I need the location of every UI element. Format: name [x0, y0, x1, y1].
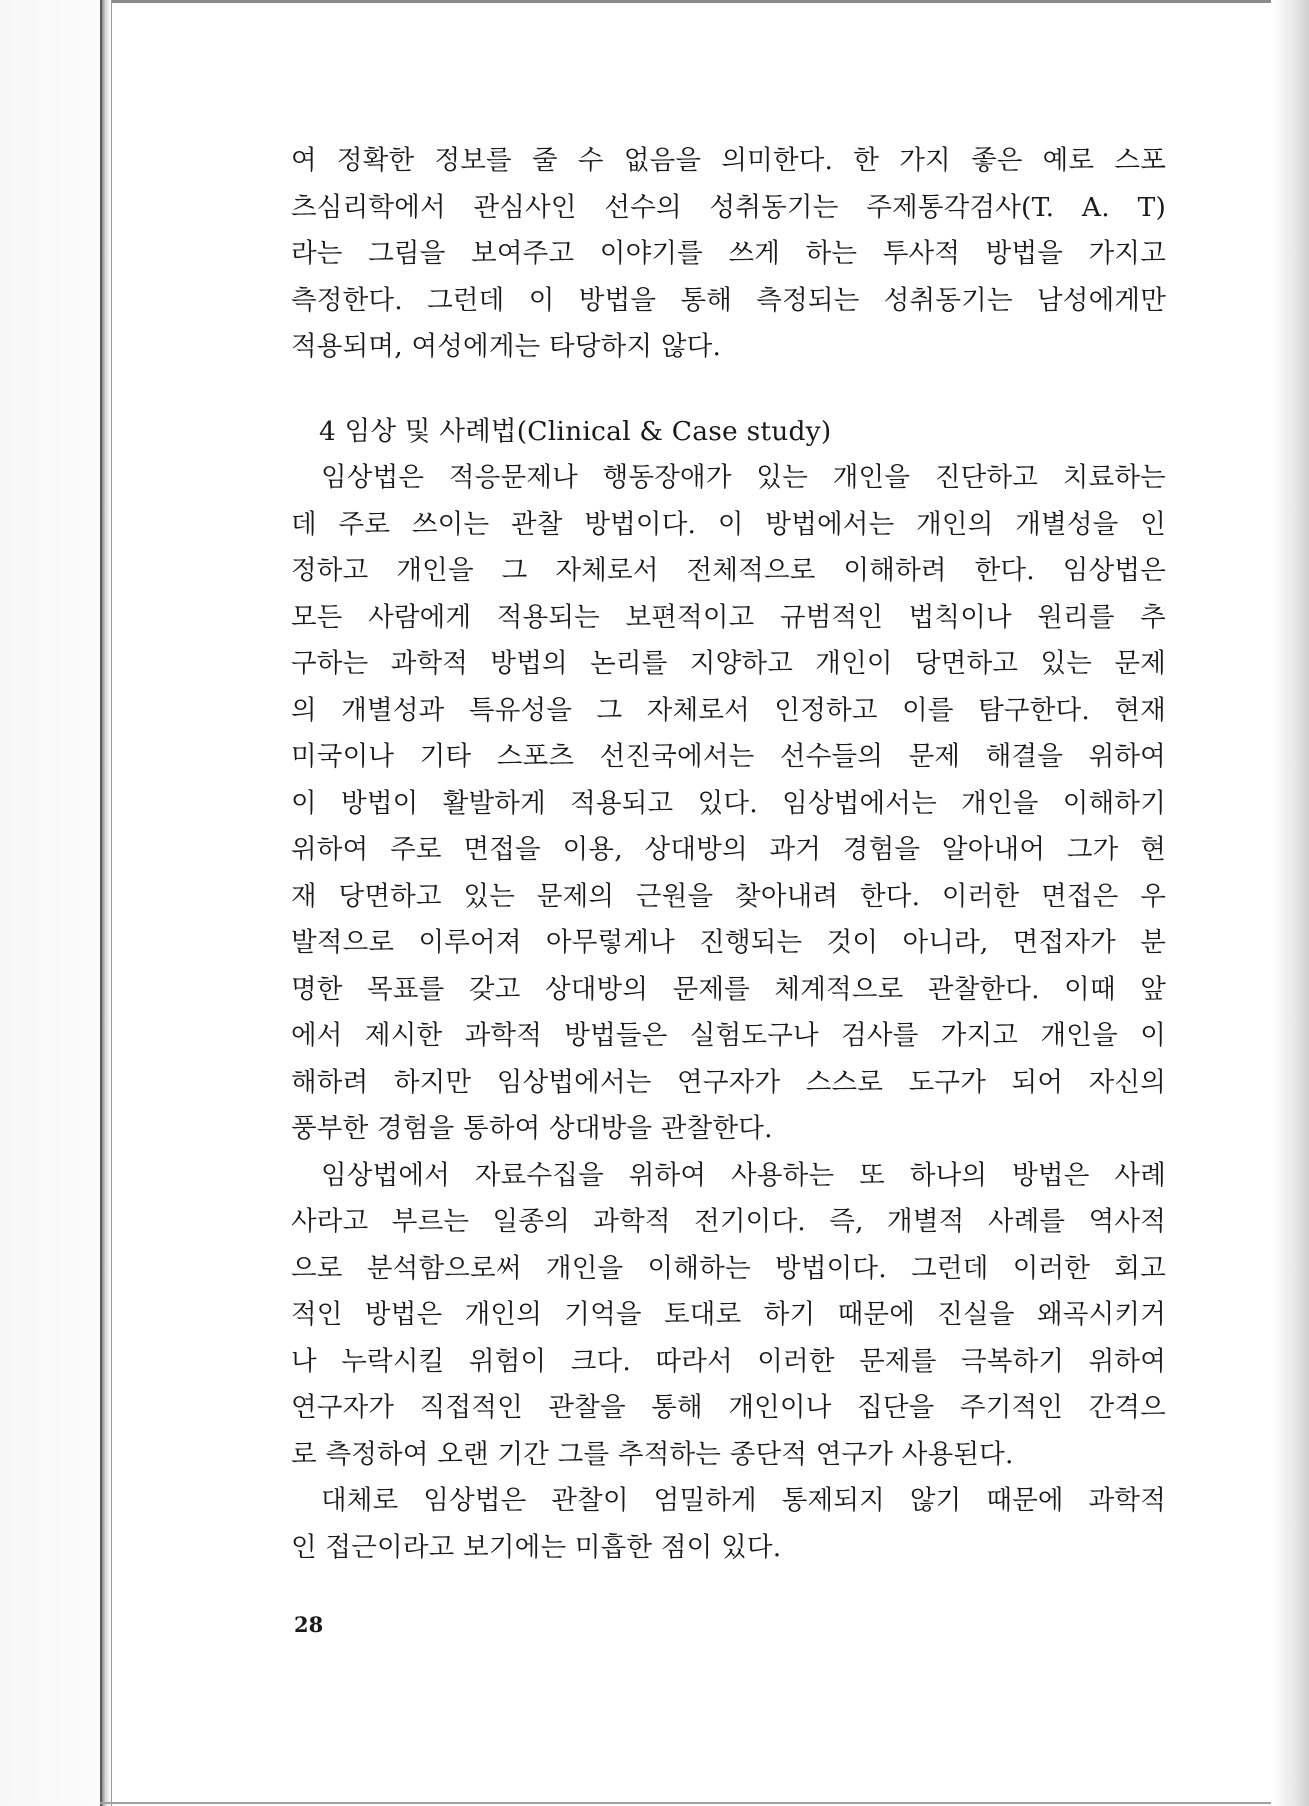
- text-line: 에서 제시한 과학적 방법들은 실험도구나 검사를 가지고 개인을 이: [291, 1020, 1166, 1051]
- text-line: 명한 목표를 갖고 상대방의 문제를 체계적으로 관찰한다. 이때 앞: [291, 973, 1166, 1005]
- text-line: 재 당면하고 있는 문제의 근원을 찾아내려 한다. 이러한 면접은 우: [291, 880, 1166, 912]
- paragraph-1: [291, 138, 1166, 371]
- section-heading: 4 임상 및 사례법(Clinical & Case study): [319, 415, 832, 447]
- paragraph-2: [291, 455, 1166, 1153]
- text-line: 로 측정하여 오랜 기간 그를 추적하는 종단적 연구가 사용된다.: [291, 1438, 1014, 1470]
- paragraph-4: [291, 1478, 1166, 1571]
- page-text: [291, 138, 1166, 1571]
- text-line: 나 누락시킬 위험이 크다. 따라서 이러한 문제를 극복하기 위하여: [291, 1345, 1166, 1377]
- text-line: 데 주로 쓰이는 관찰 방법이다. 이 방법에서는 개인의 개별성을 인: [291, 508, 1166, 540]
- text-line: 츠심리학에서 관심사인 선수의 성취동기는 주제통각검사(T. A. T): [291, 191, 1166, 223]
- text-line: 사라고 부르는 일종의 과학적 전기이다. 즉, 개별적 사례를 역사적: [291, 1206, 1166, 1237]
- text-line: 인 접근이라고 보기에는 미흡한 점이 있다.: [291, 1531, 782, 1563]
- text-line: 으로 분석함으로써 개인을 이해하는 방법이다. 그런데 이러한 회고: [291, 1252, 1166, 1284]
- text-line: 구하는 과학적 방법의 논리를 지양하고 개인이 당면하고 있는 문제: [291, 648, 1166, 679]
- text-line: 모든 사람에게 적용되는 보편적이고 규범적인 법칙이나 원리를 추: [291, 601, 1166, 633]
- paragraph-3: [291, 1153, 1166, 1479]
- page-bottom-edge: [100, 1802, 1309, 1804]
- text-line: 적용되며, 여성에게는 타당하지 않다.: [291, 331, 722, 362]
- text-line: 임상법은 적응문제나 행동장애가 있는 개인을 진단하고 치료하는: [321, 462, 1166, 493]
- text-line: 임상법에서 자료수집을 위하여 사용하는 또 하나의 방법은 사례: [321, 1159, 1166, 1191]
- text-line: 대체로 임상법은 관찰이 엄밀하게 통제되지 않기 때문에 과학적: [321, 1485, 1166, 1516]
- text-line: 이 방법이 활발하게 적용되고 있다. 임상법에서는 개인을 이해하기: [291, 787, 1166, 819]
- page-right-shadow: [1271, 0, 1309, 1806]
- text-line: 정하고 개인을 그 자체로서 전체적으로 이해하려 한다. 임상법은: [291, 555, 1166, 586]
- text-line: 적인 방법은 개인의 기억을 토대로 하기 때문에 진실을 왜곡시키거: [291, 1299, 1166, 1330]
- text-line: 위하여 주로 면접을 이용, 상대방의 과거 경험을 알아내어 그가 현: [291, 834, 1166, 865]
- text-line: 해하려 하지만 임상법에서는 연구자가 스스로 도구가 되어 자신의: [291, 1066, 1166, 1098]
- text-line: 풍부한 경험을 통하여 상대방을 관찰한다.: [291, 1113, 773, 1144]
- page-number: 28: [294, 1612, 324, 1637]
- text-line: 발적으로 이루어져 아무렇게나 진행되는 것이 아니라, 면접자가 분: [291, 927, 1166, 958]
- text-line: 측정한다. 그런데 이 방법을 통해 측정되는 성취동기는 남성에게만: [291, 284, 1166, 316]
- text-line: 여 정확한 정보를 줄 수 없음을 의미한다. 한 가지 좋은 예로 스포: [291, 145, 1166, 176]
- page-binding-edge: [100, 0, 112, 1806]
- text-line: 라는 그림을 보여주고 이야기를 쓰게 하는 투사적 방법을 가지고: [291, 238, 1166, 269]
- text-line: 미국이나 기타 스포츠 선진국에서는 선수들의 문제 해결을 위하여: [291, 741, 1166, 772]
- text-line: 의 개별성과 특유성을 그 자체로서 인정하고 이를 탐구한다. 현재: [291, 694, 1166, 726]
- text-line: 연구자가 직접적인 관찰을 통해 개인이나 집단을 주기적인 간격으: [291, 1392, 1166, 1423]
